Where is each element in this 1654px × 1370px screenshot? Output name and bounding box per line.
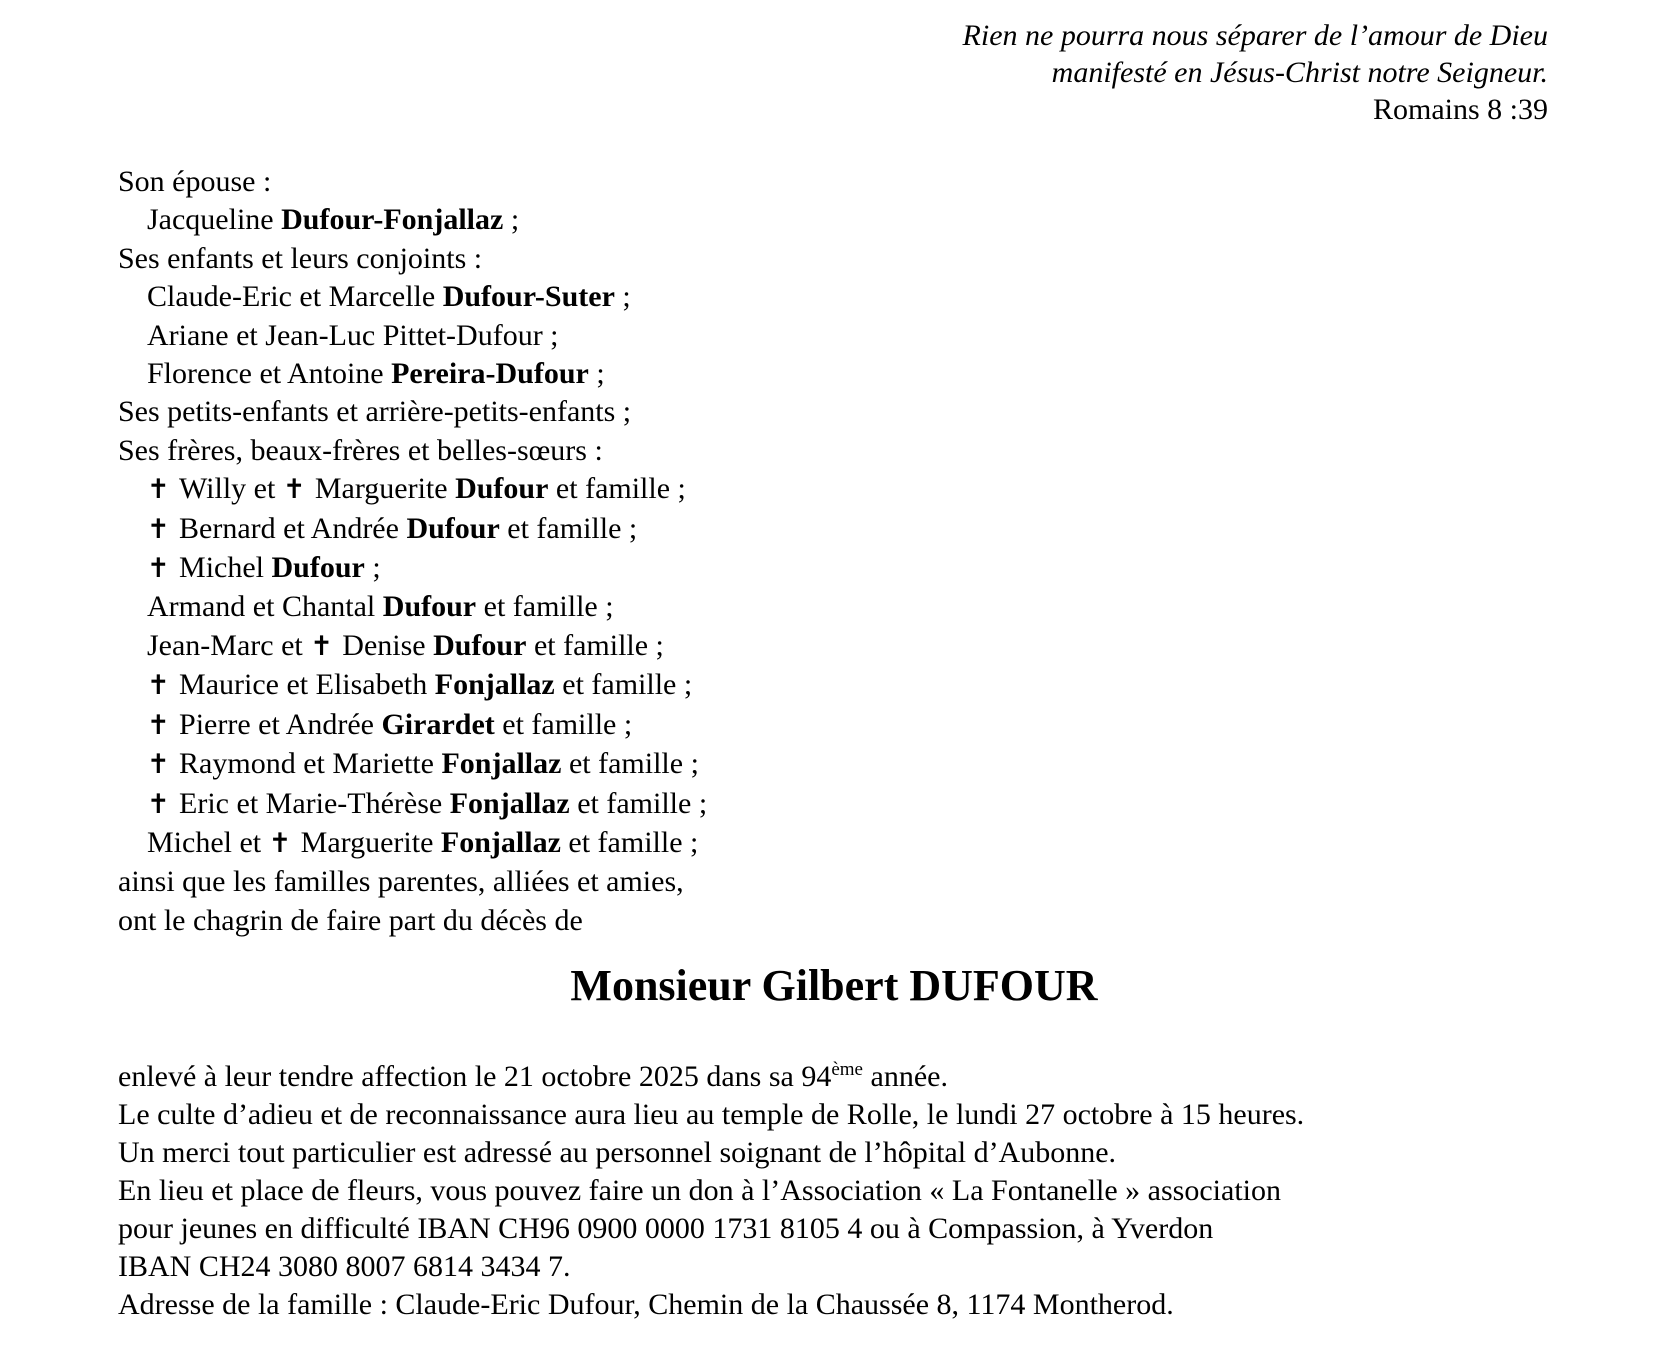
- details-line: [118, 1248, 1604, 1286]
- text-segment: et famille ;: [476, 590, 614, 624]
- text-segment: ;: [588, 357, 605, 391]
- text-segment: Un merci tout particulier est adressé au personnel soignant de l’hôpital d’Aubonne.: [118, 1136, 1117, 1169]
- family-line: [118, 588, 1594, 626]
- text-segment: Raymond et Mariette: [179, 747, 442, 781]
- deceased-cross-icon: ✝: [147, 670, 180, 702]
- family-surname: Dufour: [406, 511, 500, 545]
- details-line: [118, 1210, 1604, 1248]
- scripture-reference: Romains 8 :39: [1372, 93, 1548, 126]
- family-surname: Fonjallaz: [434, 668, 555, 702]
- text-segment: Le culte d’adieu et de reconnaissance aura lieu au temple de Rolle, le lundi 27 octobre à 15 heures.: [118, 1098, 1305, 1131]
- details-line: [118, 1096, 1604, 1134]
- deceased-cross-icon: ✝: [310, 630, 343, 662]
- text-segment: Ariane et Jean-Luc Pittet-Dufour ;: [147, 318, 559, 352]
- details-line: [118, 1172, 1604, 1210]
- family-line: [118, 393, 1594, 431]
- text-segment: et famille ;: [526, 628, 664, 662]
- text-segment: IBAN CH24 3080 8007 6814 3434 7.: [118, 1250, 571, 1283]
- family-surname: Dufour-Fonjallaz: [281, 203, 504, 237]
- details-line: [118, 1058, 1604, 1096]
- text-segment: Michel: [179, 551, 272, 585]
- deceased-cross-icon: ✝: [282, 474, 315, 506]
- family-surname: Dufour: [382, 590, 477, 624]
- text-segment: Eric et Marie-Thérèse: [179, 786, 450, 820]
- family-line: [118, 355, 1594, 393]
- deceased-cross-icon: ✝: [147, 513, 180, 545]
- family-line: [118, 163, 1594, 201]
- family-surname: Fonjallaz: [441, 747, 562, 781]
- family-line: [118, 201, 1594, 239]
- text-segment: Son épouse :: [118, 165, 272, 198]
- scripture-quote-line: manifesté en Jésus-Christ notre Seigneur.: [1051, 56, 1548, 89]
- text-segment: Florence et Antoine: [147, 357, 392, 391]
- family-surname: Fonjallaz: [449, 786, 570, 820]
- deceased-cross-icon: ✝: [147, 749, 180, 781]
- ordinal-suffix: ème: [831, 1059, 863, 1080]
- deceased-cross-icon: ✝: [268, 827, 301, 859]
- text-segment: et famille ;: [548, 472, 686, 506]
- text-segment: Michel et: [147, 825, 269, 859]
- family-surname: Fonjallaz: [440, 825, 561, 859]
- text-segment: ;: [503, 203, 520, 237]
- deceased-cross-icon: ✝: [147, 474, 180, 506]
- family-line: [118, 510, 1594, 549]
- text-segment: et famille ;: [569, 786, 708, 820]
- family-surname: Girardet: [381, 707, 495, 741]
- text-segment: et famille ;: [554, 668, 693, 702]
- text-segment: et famille ;: [560, 825, 699, 859]
- text-segment: Denise: [342, 628, 434, 662]
- family-surname: Dufour-Suter: [442, 280, 615, 314]
- text-segment: Armand et Chantal: [147, 590, 383, 624]
- family-line: [118, 627, 1594, 666]
- family-line: [118, 240, 1594, 278]
- family-line: [118, 785, 1594, 824]
- deceased-cross-icon: ✝: [147, 788, 180, 820]
- text-segment: ;: [364, 551, 381, 585]
- family-line: [118, 824, 1594, 863]
- family-surname: Dufour: [433, 628, 527, 662]
- deceased-cross-icon: ✝: [147, 709, 180, 741]
- text-segment: Marguerite: [300, 825, 441, 859]
- family-line: [118, 706, 1594, 745]
- text-segment: ont le chagrin de faire part du décès de: [118, 903, 583, 937]
- text-segment: enlevé à leur tendre affection le 21 octobre 2025 dans sa 94: [118, 1060, 832, 1093]
- details-block: [118, 1058, 1604, 1324]
- text-segment: Ses frères, beaux-frères et belles-sœurs :: [118, 433, 603, 467]
- family-line: [118, 278, 1594, 316]
- text-segment: Claude-Eric et Marcelle: [147, 280, 443, 314]
- text-segment: Jacqueline: [147, 203, 282, 237]
- text-segment: et famille ;: [499, 511, 638, 545]
- text-segment: et famille ;: [561, 747, 699, 781]
- family-line: [118, 863, 1594, 901]
- text-segment: Bernard et Andrée: [179, 511, 407, 545]
- family-surname: Dufour: [455, 472, 549, 506]
- text-segment: Ses petits-enfants et arrière-petits-enfants ;: [118, 395, 632, 429]
- text-segment: et famille ;: [494, 707, 633, 741]
- text-segment: Jean-Marc et: [147, 628, 311, 662]
- text-segment: Pierre et Andrée: [179, 707, 382, 741]
- family-surname: Pereira-Dufour: [391, 357, 589, 391]
- details-line: [118, 1134, 1604, 1172]
- text-segment: Willy et: [179, 472, 283, 506]
- text-segment: Marguerite: [314, 472, 456, 506]
- text-segment: Adresse de la famille : Claude-Eric Dufour, Chemin de la Chaussée 8, 1174 Montherod.: [118, 1288, 1174, 1321]
- family-line: [118, 317, 1594, 355]
- text-segment: Maurice et Elisabeth: [179, 668, 435, 702]
- family-line: [118, 432, 1594, 470]
- family-line: [118, 666, 1594, 705]
- deceased-name-title: Monsieur Gilbert DUFOUR: [570, 961, 1098, 1010]
- deceased-cross-icon: ✝: [147, 553, 180, 585]
- text-segment: Ses enfants et leurs conjoints :: [118, 241, 483, 275]
- text-segment: En lieu et place de fleurs, vous pouvez faire un don à l’Association « La Fontanelle » association: [118, 1174, 1281, 1207]
- family-list: [118, 163, 1594, 940]
- text-segment: pour jeunes en difficulté IBAN CH96 0900 0000 1731 8105 4 ou à Compassion, à Yverdon: [118, 1212, 1214, 1245]
- family-line: [118, 902, 1594, 940]
- scripture-quote-line: Rien ne pourra nous séparer de l’amour de Dieu: [962, 19, 1548, 52]
- details-line: [118, 1286, 1604, 1324]
- family-line: [118, 745, 1594, 784]
- text-segment: ainsi que les familles parentes, alliées et amies,: [118, 865, 684, 899]
- family-line: [118, 470, 1594, 509]
- text-segment: ;: [614, 280, 631, 314]
- text-segment: année.: [863, 1060, 948, 1093]
- family-line: [118, 549, 1594, 588]
- family-surname: Dufour: [271, 551, 365, 585]
- scripture-quote: [0, 17, 1548, 128]
